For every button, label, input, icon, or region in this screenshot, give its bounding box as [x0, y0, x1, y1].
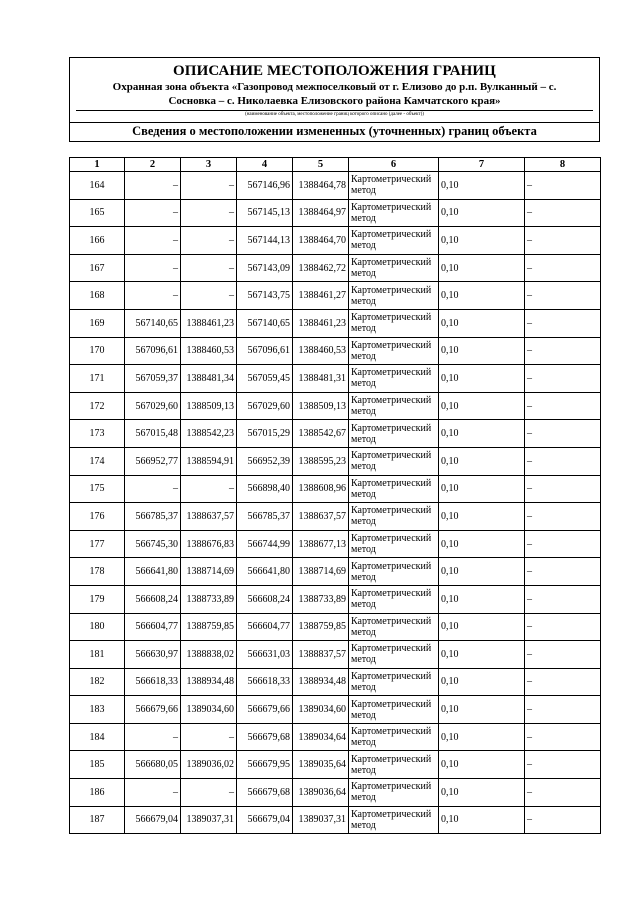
table-row: [70, 668, 601, 696]
description-cell: –: [525, 751, 601, 779]
point-number-cell: 172: [70, 392, 125, 420]
table-row: [70, 751, 601, 779]
existing-x-cell: 566679,66: [125, 696, 181, 724]
existing-x-cell: –: [125, 254, 181, 282]
method-cell: Картометрический метод: [349, 779, 439, 807]
table-row: [70, 337, 601, 365]
existing-y-cell: 1389037,31: [181, 806, 237, 834]
table-row: [70, 613, 601, 641]
method-cell: Картометрический метод: [349, 613, 439, 641]
new-y-cell: 1388464,78: [293, 172, 349, 200]
method-cell: Картометрический метод: [349, 199, 439, 227]
point-number-cell: 164: [70, 172, 125, 200]
point-number-cell: 165: [70, 199, 125, 227]
method-cell: Картометрический метод: [349, 365, 439, 393]
method-cell: Картометрический метод: [349, 641, 439, 669]
new-x-cell: 567096,61: [237, 337, 293, 365]
existing-x-cell: 566679,04: [125, 806, 181, 834]
point-number-cell: 173: [70, 420, 125, 448]
new-x-cell: 567059,45: [237, 365, 293, 393]
new-x-cell: 567143,75: [237, 282, 293, 310]
existing-x-cell: 567015,48: [125, 420, 181, 448]
accuracy-cell: 0,10: [439, 723, 525, 751]
existing-x-cell: –: [125, 475, 181, 503]
existing-x-cell: –: [125, 172, 181, 200]
existing-y-cell: 1388759,85: [181, 613, 237, 641]
new-y-cell: 1388462,72: [293, 254, 349, 282]
existing-x-cell: 566608,24: [125, 585, 181, 613]
new-x-cell: 567146,96: [237, 172, 293, 200]
description-cell: –: [525, 475, 601, 503]
description-cell: –: [525, 585, 601, 613]
accuracy-cell: 0,10: [439, 199, 525, 227]
method-cell: Картометрический метод: [349, 392, 439, 420]
method-cell: Картометрический метод: [349, 172, 439, 200]
table-row: [70, 420, 601, 448]
column-header: 3: [181, 158, 237, 172]
object-name: [76, 80, 593, 108]
existing-x-cell: –: [125, 199, 181, 227]
existing-y-cell: –: [181, 475, 237, 503]
new-x-cell: 567144,13: [237, 227, 293, 255]
description-cell: –: [525, 779, 601, 807]
method-cell: Картометрический метод: [349, 558, 439, 586]
column-header: 6: [349, 158, 439, 172]
method-cell: Картометрический метод: [349, 530, 439, 558]
column-header: 1: [70, 158, 125, 172]
description-cell: –: [525, 172, 601, 200]
description-cell: –: [525, 227, 601, 255]
method-cell: Картометрический метод: [349, 668, 439, 696]
accuracy-cell: 0,10: [439, 309, 525, 337]
new-x-cell: 567029,60: [237, 392, 293, 420]
existing-y-cell: 1389034,60: [181, 696, 237, 724]
existing-y-cell: –: [181, 172, 237, 200]
description-cell: –: [525, 392, 601, 420]
existing-y-cell: –: [181, 254, 237, 282]
existing-x-cell: 566604,77: [125, 613, 181, 641]
existing-x-cell: 567096,61: [125, 337, 181, 365]
object-name-line-2: Сосновка – с. Николаевка Елизовского района Камчатского края»: [168, 95, 501, 107]
new-y-cell: 1388461,27: [293, 282, 349, 310]
new-y-cell: 1389035,64: [293, 751, 349, 779]
table-row: [70, 392, 601, 420]
existing-x-cell: 566952,77: [125, 447, 181, 475]
object-name-line-1: Охранная зона объекта «Газопровод межпоселковый от г. Елизово до р.п. Вулканный – с.: [112, 81, 557, 93]
new-x-cell: 566608,24: [237, 585, 293, 613]
method-cell: Картометрический метод: [349, 282, 439, 310]
point-number-cell: 187: [70, 806, 125, 834]
table-row: [70, 585, 601, 613]
accuracy-cell: 0,10: [439, 530, 525, 558]
point-number-cell: 180: [70, 613, 125, 641]
header-divider: [70, 122, 599, 123]
existing-y-cell: 1388509,13: [181, 392, 237, 420]
accuracy-cell: 0,10: [439, 227, 525, 255]
accuracy-cell: 0,10: [439, 475, 525, 503]
table-row: [70, 806, 601, 834]
new-y-cell: 1388460,53: [293, 337, 349, 365]
new-x-cell: 566952,39: [237, 447, 293, 475]
table-row: [70, 447, 601, 475]
new-y-cell: 1388677,13: [293, 530, 349, 558]
new-y-cell: 1388759,85: [293, 613, 349, 641]
new-x-cell: 567015,29: [237, 420, 293, 448]
existing-y-cell: 1388714,69: [181, 558, 237, 586]
new-x-cell: 567143,09: [237, 254, 293, 282]
point-number-cell: 176: [70, 503, 125, 531]
table-row: [70, 227, 601, 255]
description-cell: –: [525, 254, 601, 282]
point-number-cell: 167: [70, 254, 125, 282]
new-y-cell: 1388733,89: [293, 585, 349, 613]
description-cell: –: [525, 668, 601, 696]
accuracy-cell: 0,10: [439, 420, 525, 448]
method-cell: Картометрический метод: [349, 475, 439, 503]
existing-y-cell: –: [181, 227, 237, 255]
new-y-cell: 1389036,64: [293, 779, 349, 807]
new-y-cell: 1388837,57: [293, 641, 349, 669]
method-cell: Картометрический метод: [349, 337, 439, 365]
existing-y-cell: 1388461,23: [181, 309, 237, 337]
new-x-cell: 566785,37: [237, 503, 293, 531]
object-name-caption: (наименование объекта, местоположение границ которого описано (далее - объект)): [245, 112, 424, 117]
new-y-cell: 1388608,96: [293, 475, 349, 503]
new-x-cell: 567140,65: [237, 309, 293, 337]
point-number-cell: 182: [70, 668, 125, 696]
column-header: 8: [525, 158, 601, 172]
new-y-cell: 1388934,48: [293, 668, 349, 696]
existing-x-cell: 566630,97: [125, 641, 181, 669]
boundary-points-table: [69, 157, 601, 834]
existing-x-cell: –: [125, 282, 181, 310]
description-cell: –: [525, 282, 601, 310]
existing-y-cell: –: [181, 282, 237, 310]
existing-y-cell: –: [181, 723, 237, 751]
existing-y-cell: 1388733,89: [181, 585, 237, 613]
new-y-cell: 1388461,23: [293, 309, 349, 337]
description-cell: –: [525, 641, 601, 669]
method-cell: Картометрический метод: [349, 806, 439, 834]
existing-y-cell: –: [181, 779, 237, 807]
new-y-cell: 1388509,13: [293, 392, 349, 420]
new-x-cell: 566631,03: [237, 641, 293, 669]
point-number-cell: 174: [70, 447, 125, 475]
description-cell: –: [525, 558, 601, 586]
accuracy-cell: 0,10: [439, 172, 525, 200]
existing-y-cell: 1388934,48: [181, 668, 237, 696]
description-cell: –: [525, 199, 601, 227]
description-cell: –: [525, 309, 601, 337]
existing-y-cell: 1388594,91: [181, 447, 237, 475]
table-row: [70, 530, 601, 558]
new-y-cell: 1388714,69: [293, 558, 349, 586]
column-header: 7: [439, 158, 525, 172]
existing-x-cell: 567029,60: [125, 392, 181, 420]
new-y-cell: 1388542,67: [293, 420, 349, 448]
point-number-cell: 171: [70, 365, 125, 393]
point-number-cell: 178: [70, 558, 125, 586]
new-y-cell: 1389037,31: [293, 806, 349, 834]
existing-x-cell: 567140,65: [125, 309, 181, 337]
accuracy-cell: 0,10: [439, 613, 525, 641]
new-y-cell: 1389034,64: [293, 723, 349, 751]
new-y-cell: 1388595,23: [293, 447, 349, 475]
table-row: [70, 172, 601, 200]
description-cell: –: [525, 420, 601, 448]
description-cell: –: [525, 613, 601, 641]
point-number-cell: 183: [70, 696, 125, 724]
object-name-underline: [76, 110, 593, 111]
new-x-cell: 566641,80: [237, 558, 293, 586]
method-cell: Картометрический метод: [349, 309, 439, 337]
accuracy-cell: 0,10: [439, 696, 525, 724]
table-row: [70, 475, 601, 503]
new-y-cell: 1388464,70: [293, 227, 349, 255]
description-cell: –: [525, 806, 601, 834]
point-number-cell: 168: [70, 282, 125, 310]
point-number-cell: 185: [70, 751, 125, 779]
existing-y-cell: 1389036,02: [181, 751, 237, 779]
new-x-cell: 566604,77: [237, 613, 293, 641]
new-x-cell: 566898,40: [237, 475, 293, 503]
accuracy-cell: 0,10: [439, 751, 525, 779]
description-cell: –: [525, 503, 601, 531]
column-header: 2: [125, 158, 181, 172]
new-x-cell: 566679,68: [237, 723, 293, 751]
table-row: [70, 696, 601, 724]
existing-y-cell: 1388676,83: [181, 530, 237, 558]
accuracy-cell: 0,10: [439, 668, 525, 696]
point-number-cell: 179: [70, 585, 125, 613]
document-header: [69, 57, 600, 142]
document-title: ОПИСАНИЕ МЕСТОПОЛОЖЕНИЯ ГРАНИЦ: [173, 63, 496, 79]
accuracy-cell: 0,10: [439, 558, 525, 586]
method-cell: Картометрический метод: [349, 227, 439, 255]
table-row: [70, 199, 601, 227]
new-x-cell: 566679,95: [237, 751, 293, 779]
new-x-cell: 566679,04: [237, 806, 293, 834]
method-cell: Картометрический метод: [349, 723, 439, 751]
point-number-cell: 170: [70, 337, 125, 365]
method-cell: Картометрический метод: [349, 696, 439, 724]
table-row: [70, 641, 601, 669]
accuracy-cell: 0,10: [439, 779, 525, 807]
table-row: [70, 282, 601, 310]
method-cell: Картометрический метод: [349, 420, 439, 448]
existing-x-cell: 566641,80: [125, 558, 181, 586]
description-cell: –: [525, 530, 601, 558]
description-cell: –: [525, 447, 601, 475]
table-header-row: [70, 158, 601, 172]
point-number-cell: 186: [70, 779, 125, 807]
table-row: [70, 723, 601, 751]
table-row: [70, 254, 601, 282]
accuracy-cell: 0,10: [439, 337, 525, 365]
existing-x-cell: 566680,05: [125, 751, 181, 779]
existing-y-cell: 1388460,53: [181, 337, 237, 365]
existing-y-cell: –: [181, 199, 237, 227]
accuracy-cell: 0,10: [439, 365, 525, 393]
accuracy-cell: 0,10: [439, 806, 525, 834]
description-cell: –: [525, 365, 601, 393]
method-cell: Картометрический метод: [349, 585, 439, 613]
accuracy-cell: 0,10: [439, 254, 525, 282]
existing-x-cell: 566745,30: [125, 530, 181, 558]
description-cell: –: [525, 337, 601, 365]
existing-y-cell: 1388542,23: [181, 420, 237, 448]
new-x-cell: 566744,99: [237, 530, 293, 558]
method-cell: Картометрический метод: [349, 503, 439, 531]
existing-x-cell: 566785,37: [125, 503, 181, 531]
section-subtitle: Сведения о местоположении измененных (уточненных) границ объекта: [132, 124, 537, 138]
accuracy-cell: 0,10: [439, 585, 525, 613]
existing-x-cell: 567059,37: [125, 365, 181, 393]
accuracy-cell: 0,10: [439, 392, 525, 420]
accuracy-cell: 0,10: [439, 282, 525, 310]
table-row: [70, 309, 601, 337]
description-cell: –: [525, 723, 601, 751]
point-number-cell: 184: [70, 723, 125, 751]
new-y-cell: 1389034,60: [293, 696, 349, 724]
table-row: [70, 558, 601, 586]
point-number-cell: 181: [70, 641, 125, 669]
new-y-cell: 1388637,57: [293, 503, 349, 531]
description-cell: –: [525, 696, 601, 724]
existing-y-cell: 1388637,57: [181, 503, 237, 531]
existing-y-cell: 1388481,34: [181, 365, 237, 393]
table-row: [70, 779, 601, 807]
point-number-cell: 175: [70, 475, 125, 503]
new-y-cell: 1388464,97: [293, 199, 349, 227]
accuracy-cell: 0,10: [439, 503, 525, 531]
existing-x-cell: –: [125, 227, 181, 255]
method-cell: Картометрический метод: [349, 447, 439, 475]
new-x-cell: 567145,13: [237, 199, 293, 227]
method-cell: Картометрический метод: [349, 254, 439, 282]
new-x-cell: 566679,68: [237, 779, 293, 807]
new-x-cell: 566618,33: [237, 668, 293, 696]
method-cell: Картометрический метод: [349, 751, 439, 779]
existing-x-cell: –: [125, 779, 181, 807]
point-number-cell: 177: [70, 530, 125, 558]
column-header: 4: [237, 158, 293, 172]
table-row: [70, 365, 601, 393]
existing-x-cell: –: [125, 723, 181, 751]
accuracy-cell: 0,10: [439, 447, 525, 475]
table-row: [70, 503, 601, 531]
new-y-cell: 1388481,31: [293, 365, 349, 393]
column-header: 5: [293, 158, 349, 172]
new-x-cell: 566679,66: [237, 696, 293, 724]
point-number-cell: 166: [70, 227, 125, 255]
existing-x-cell: 566618,33: [125, 668, 181, 696]
accuracy-cell: 0,10: [439, 641, 525, 669]
point-number-cell: 169: [70, 309, 125, 337]
existing-y-cell: 1388838,02: [181, 641, 237, 669]
